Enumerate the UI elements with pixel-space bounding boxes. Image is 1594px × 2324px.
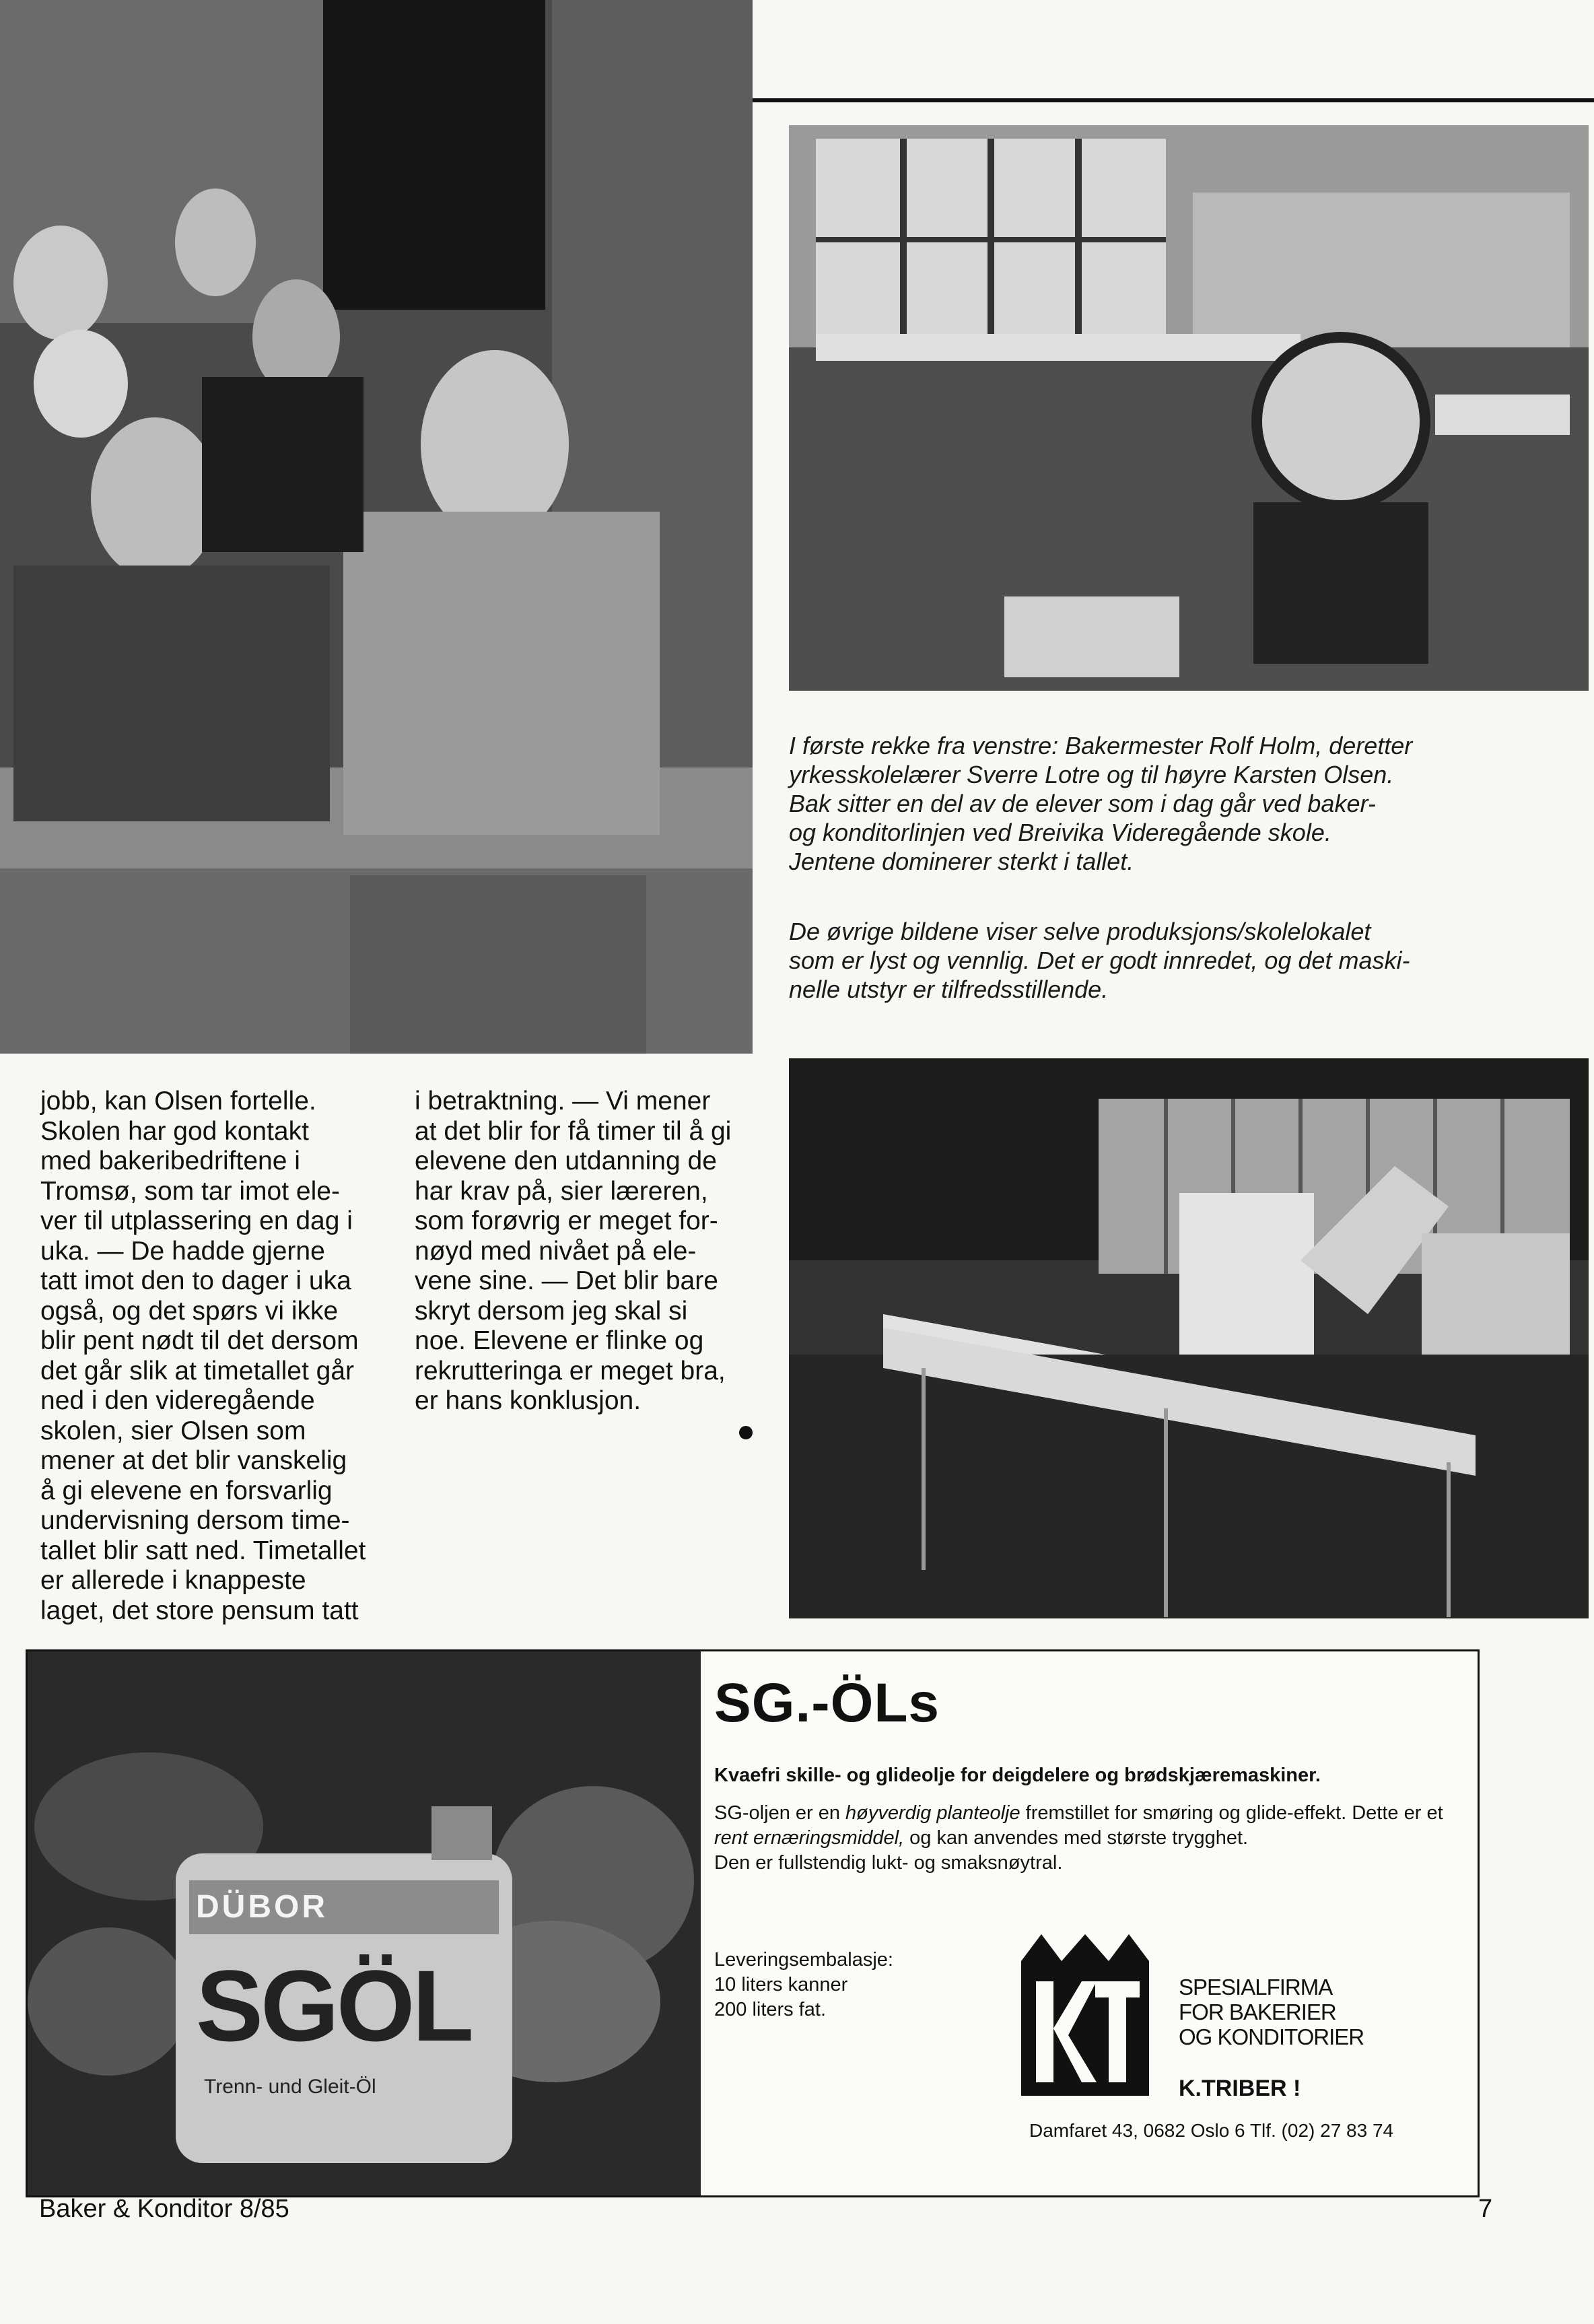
- can-label-description: Trenn- und Gleit-Öl: [204, 2076, 376, 2098]
- photo-caption-2: De øvrige bildene viser selve produksjons/skolelokalet som er lyst og vennlig. Det er godt innredet, og det maski- nelle utstyr er tilfredsstillende.: [789, 918, 1410, 1003]
- photo-classroom: [0, 0, 753, 1054]
- ad-packaging: Leveringsembalasje: 10 liters kanner 200 liters fat.: [714, 1949, 893, 2020]
- advertisement: [26, 1649, 1480, 2197]
- ad-subtitle: Kvaefri skille- og glideolje for deigdelere og brødskjæremaskiner.: [714, 1765, 1321, 1786]
- firm-name: K.TRIBER !: [1179, 2076, 1301, 2101]
- page-number: 7: [1478, 2195, 1493, 2223]
- ad-body-paragraph-1: SG-oljen er en høyverdig planteolje fremstillet for smøring og glide-effekt. Dette er et rent ernæringsmiddel, og kan anvendes med største trygghet.: [714, 1802, 1443, 1849]
- ad-body-paragraph-2: Den er fullstendig lukt- og smaksnøytral.: [714, 1852, 1063, 1874]
- ad-body: [714, 1801, 1461, 1876]
- firm-address: Damfaret 43, 0682 Oslo 6 Tlf. (02) 27 83 74: [1029, 2120, 1394, 2141]
- firm-description: SPESIALFIRMA FOR BAKERIER OG KONDITORIER: [1179, 1975, 1364, 2049]
- kt-logo: [1021, 1934, 1149, 2096]
- top-rule: [753, 98, 1594, 102]
- footer-publication: Baker & Konditor 8/85: [39, 2195, 289, 2223]
- can-label-brand: DÜBOR: [196, 1889, 328, 1925]
- article-column-2: i betraktning. — Vi mener at det blir for få timer til å gi elevene den utdanning de har krav på, sier læreren, som forøvrig er meget for- nøyd med nivået på ele- vene sine. — Det blir bare skryt dersom jeg skal si noe. Elevene er flinke og rekrutteringa er meget bra, er hans konklusjon.: [415, 1087, 732, 1415]
- end-of-article-bullet: [739, 1426, 753, 1439]
- photo-bakery-machines: [789, 1058, 1589, 1618]
- can-label-product: SGÖL: [196, 1949, 472, 2062]
- article-column-1: jobb, kan Olsen fortelle. Skolen har god kontakt med bakeribedriftene i Tromsø, som tar imot ele- ver til utplassering en dag i uka. — De hadde gjerne tatt imot den to dager i uka også, og det spørs vi ikke blir pent nødt til det dersom det går slik at timetallet går ned i den videregående skolen, sier Olsen som mener at det blir vanskelig å gi elevene en forsvarlig undervisning dersom time- tallet blir satt ned. Timetallet er allerede i knappeste laget, det store pensum tatt: [40, 1087, 366, 1625]
- photo-caption-1: I første rekke fra venstre: Bakermester Rolf Holm, deretter yrkesskolelærer Sverre Lotre og til høyre Karsten Olsen. Bak sitter en del av de elever som i dag går ved baker- og konditorlinjen ved Breivika Videregående skole. Jentene dominerer sterkt i tallet.: [789, 732, 1413, 875]
- ad-product-photo: [28, 1651, 701, 2195]
- photo-production-room: [789, 125, 1589, 691]
- ad-title: SG.-ÖLs: [714, 1672, 940, 1734]
